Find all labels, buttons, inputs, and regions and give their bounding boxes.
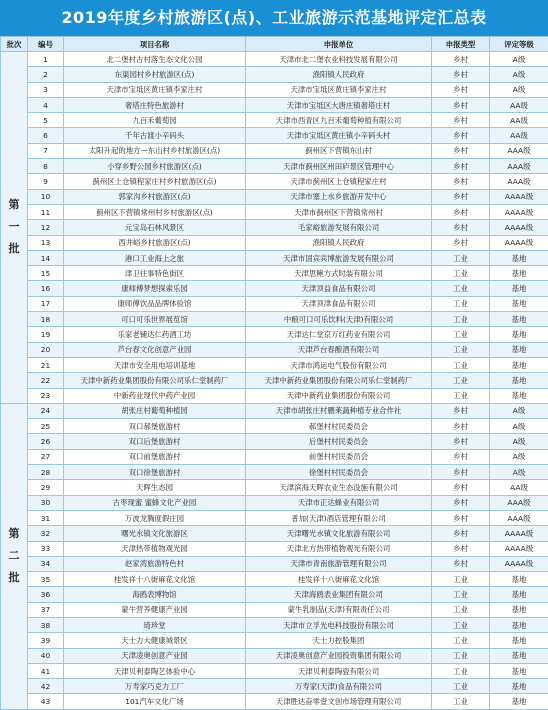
table-row: [1, 97, 548, 112]
project-name: 港口工业海上之旅: [64, 250, 246, 265]
application-type: 乡村: [432, 235, 490, 250]
application-type: 乡村: [432, 220, 490, 235]
applicant: 天津曙光水镇文化旅游有限公司: [246, 526, 432, 541]
table-row: [1, 495, 548, 510]
rating-level: 基地: [490, 694, 548, 709]
project-name: 芦台春文化创意产业园: [64, 342, 246, 357]
application-type: 乡村: [432, 174, 490, 189]
application-type: 乡村: [432, 480, 490, 495]
table-row: [1, 143, 548, 158]
rating-level: 基地: [490, 388, 548, 403]
row-number: 26: [28, 434, 64, 449]
project-name: 可口可乐世界展览馆: [64, 312, 246, 327]
applicant: 天津凌奥创意产业园投资集团有限公司: [246, 648, 432, 663]
rating-level: AAAA级: [490, 220, 548, 235]
application-type: 工业: [432, 312, 490, 327]
project-name: 桂发祥十八街麻花文化馆: [64, 572, 246, 587]
rating-level: 基地: [490, 572, 548, 587]
header-project-name: 项目名称: [64, 37, 246, 52]
row-number: 33: [28, 541, 64, 556]
table-row: [1, 357, 548, 372]
row-number: 43: [28, 694, 64, 709]
rating-level: AA级: [490, 97, 548, 112]
row-number: 16: [28, 281, 64, 296]
project-name: 天津市安全用电培训基地: [64, 357, 246, 372]
table-row: [1, 250, 548, 265]
rating-level: AA级: [490, 113, 548, 128]
row-number: 40: [28, 648, 64, 663]
rating-level: AAA级: [490, 143, 548, 158]
rating-level: AAAA级: [490, 526, 548, 541]
application-type: 工业: [432, 281, 490, 296]
applicant: 天津北方热带植物观光有限公司: [246, 541, 432, 556]
applicant: 天津市宝坻区大唐庄镇奢塔庄村: [246, 97, 432, 112]
project-name: 天津贝利泰陶艺体验中心: [64, 663, 246, 678]
rating-level: 基地: [490, 648, 548, 663]
table-row: [1, 312, 548, 327]
applicant: 天津市青南旅游管理有限公司: [246, 556, 432, 571]
row-number: 37: [28, 602, 64, 617]
rating-level: 基地: [490, 281, 548, 296]
table-row: [1, 113, 548, 128]
row-number: 42: [28, 679, 64, 694]
row-number: 36: [28, 587, 64, 602]
application-type: 乡村: [432, 204, 490, 219]
row-number: 13: [28, 235, 64, 250]
row-number: 23: [28, 388, 64, 403]
rating-level: 基地: [490, 342, 548, 357]
table-row: [1, 449, 548, 464]
application-type: 工业: [432, 373, 490, 388]
table-row: [1, 465, 548, 480]
table-row: [1, 266, 548, 281]
project-name: 西井峪乡村旅游区(点): [64, 235, 246, 250]
row-number: 8: [28, 159, 64, 174]
application-type: 乡村: [432, 128, 490, 143]
application-type: 工业: [432, 296, 490, 311]
row-number: 6: [28, 128, 64, 143]
applicant: 渔阳镇人民政府: [246, 235, 432, 250]
project-name: 海鸥表博物馆: [64, 587, 246, 602]
application-type: 工业: [432, 388, 490, 403]
application-type: 乡村: [432, 495, 490, 510]
application-type: 乡村: [432, 113, 490, 128]
table-row: [1, 434, 548, 449]
row-number: 15: [28, 266, 64, 281]
applicant: 天津市宝坻区黄庄镇小辛码头村: [246, 128, 432, 143]
applicant: 天津市北二堡农业科技发展有限公司: [246, 52, 432, 67]
row-number: 25: [28, 419, 64, 434]
application-type: 工业: [432, 617, 490, 632]
application-type: 乡村: [432, 526, 490, 541]
applicant: 天津中新药业集团股份有限公司: [246, 388, 432, 403]
project-name: 康师傅梦想探索乐园: [64, 281, 246, 296]
rating-level: AAAA级: [490, 204, 548, 219]
applicant: 天津达仁堂京万红药业有限公司: [246, 327, 432, 342]
application-type: 工业: [432, 572, 490, 587]
applicant: 天津市蓟州区州田庐景区管理中心: [246, 159, 432, 174]
applicant: 天津市蓟州区上仓镇程家庄村: [246, 174, 432, 189]
header-level: 评定等级: [490, 37, 548, 52]
applicant: 天津市宝坻区黄庄镇李家庄村: [246, 82, 432, 97]
project-name: 双口徐堡旅游村: [64, 465, 246, 480]
table-row: [1, 220, 548, 235]
rating-level: A级: [490, 449, 548, 464]
project-name: 奢塔庄特色旅游村: [64, 97, 246, 112]
summary-table: [0, 36, 548, 710]
table-row: [1, 526, 548, 541]
application-type: 乡村: [432, 97, 490, 112]
row-number: 17: [28, 296, 64, 311]
application-type: 乡村: [432, 143, 490, 158]
row-number: 19: [28, 327, 64, 342]
rating-level: A级: [490, 403, 548, 418]
applicant: 天津中新药业集团股份有限公司乐仁堂制药厂: [246, 373, 432, 388]
applicant: 天津市塞上水乡旅游开发中心: [246, 189, 432, 204]
table-row: [1, 510, 548, 525]
table-row: [1, 82, 548, 97]
table-row: [1, 327, 548, 342]
project-name: 蓟州区上仓镇程家庄村乡村旅游区(点): [64, 174, 246, 189]
table-row: [1, 663, 548, 678]
row-number: 21: [28, 357, 64, 372]
application-type: 乡村: [432, 403, 490, 418]
row-number: 7: [28, 143, 64, 158]
rating-level: AA级: [490, 128, 548, 143]
application-type: 乡村: [432, 159, 490, 174]
project-name: 101汽车文化广场: [64, 694, 246, 709]
applicant: 蓟州区下营镇东山村: [246, 143, 432, 158]
table-row: [1, 296, 548, 311]
header-applicant: 申报单位: [246, 37, 432, 52]
table-row: [1, 128, 548, 143]
table-row: [1, 388, 548, 403]
table-row: [1, 480, 548, 495]
table-row: [1, 189, 548, 204]
rating-level: AAA级: [490, 159, 548, 174]
application-type: 乡村: [432, 449, 490, 464]
row-number: 5: [28, 113, 64, 128]
application-type: 乡村: [432, 434, 490, 449]
row-number: 10: [28, 189, 64, 204]
rating-level: A级: [490, 82, 548, 97]
table-row: [1, 587, 548, 602]
application-type: 乡村: [432, 419, 490, 434]
table-row: [1, 617, 548, 632]
rating-level: AAA级: [490, 510, 548, 525]
header-type: 申报类型: [432, 37, 490, 52]
project-name: 蒙牛营养健康产业园: [64, 602, 246, 617]
application-type: 乡村: [432, 67, 490, 82]
project-name: 九百禾葡萄园: [64, 113, 246, 128]
applicant: 天津市胡张庄村鹏莱蔬种植专业合作社: [246, 403, 432, 418]
applicant: 天士力控股集团: [246, 633, 432, 648]
row-number: 35: [28, 572, 64, 587]
row-number: 14: [28, 250, 64, 265]
rating-level: AAAA级: [490, 541, 548, 556]
rating-level: 基地: [490, 312, 548, 327]
project-name: 胡张庄村葡萄种植园: [64, 403, 246, 418]
applicant: 蒙牛乳制品(天津)有限责任公司: [246, 602, 432, 617]
row-number: 34: [28, 556, 64, 571]
project-name: 蓟州区下营镇常州村乡村旅游区(点): [64, 204, 246, 219]
application-type: 工业: [432, 663, 490, 678]
batch-label-char: 第: [1, 194, 27, 216]
project-name: 双口后堡旅游村: [64, 434, 246, 449]
application-type: 工业: [432, 602, 490, 617]
table-row: [1, 281, 548, 296]
row-number: 12: [28, 220, 64, 235]
row-number: 22: [28, 373, 64, 388]
row-number: 9: [28, 174, 64, 189]
rating-level: A级: [490, 52, 548, 67]
project-name: 赵家湾旅游特色村: [64, 556, 246, 571]
applicant: 天津海鸥表业集团有限公司: [246, 587, 432, 602]
table-row: [1, 174, 548, 189]
applicant: 郝堡村村民委员会: [246, 419, 432, 434]
row-number: 28: [28, 465, 64, 480]
row-number: 11: [28, 204, 64, 219]
rating-level: 基地: [490, 250, 548, 265]
row-number: 18: [28, 312, 64, 327]
project-name: 古枣现蜜 蜜蜂文化产业园: [64, 495, 246, 510]
applicant: 普加(天津)酒店管理有限公司: [246, 510, 432, 525]
table-row: [1, 602, 548, 617]
project-name: 万波龙腾度假庄园: [64, 510, 246, 525]
applicant: 后堡村村民委员会: [246, 434, 432, 449]
project-name: 元宝岛石林风景区: [64, 220, 246, 235]
application-type: 乡村: [432, 52, 490, 67]
batch-label-char: 批: [1, 238, 27, 260]
project-name: 天津市宝坻区黄庄镇李家庄村: [64, 82, 246, 97]
rating-level: 基地: [490, 602, 548, 617]
application-type: 工业: [432, 587, 490, 602]
table-row: [1, 403, 548, 418]
application-type: 工业: [432, 342, 490, 357]
header-batch: 批次: [1, 37, 28, 52]
rating-level: 基地: [490, 587, 548, 602]
applicant: 毛家峪旅游发展有限公司: [246, 220, 432, 235]
batch-label-char: 二: [1, 545, 27, 567]
application-type: 工业: [432, 327, 490, 342]
application-type: 乡村: [432, 189, 490, 204]
applicant: 天津市西青区九百禾葡萄种植有限公司: [246, 113, 432, 128]
rating-level: 基地: [490, 617, 548, 632]
applicant: 天津市正达蜂业有限公司: [246, 495, 432, 510]
application-type: 工业: [432, 266, 490, 281]
project-name: 天士力大健康城景区: [64, 633, 246, 648]
table-row: [1, 648, 548, 663]
header-row: [1, 37, 548, 52]
applicant: 万寿家(天津)食品有限公司: [246, 679, 432, 694]
applicant: 天津市蓟州区下营镇常州村: [246, 204, 432, 219]
table-row: [1, 419, 548, 434]
applicant: 天津顶津食品有限公司: [246, 296, 432, 311]
row-number: 38: [28, 617, 64, 632]
row-number: 29: [28, 480, 64, 495]
row-number: 3: [28, 82, 64, 97]
project-name: 天津热带植物观光园: [64, 541, 246, 556]
row-number: 30: [28, 495, 64, 510]
batch-label: [1, 52, 28, 404]
project-name: 乐家老铺达仁药酒工坊: [64, 327, 246, 342]
applicant: 天津芦台春酿酒有限公司: [246, 342, 432, 357]
table-row: [1, 633, 548, 648]
table-row: [1, 342, 548, 357]
application-type: 乡村: [432, 510, 490, 525]
batch-label: [1, 403, 28, 709]
rating-level: 基地: [490, 357, 548, 372]
row-number: 31: [28, 510, 64, 525]
application-type: 工业: [432, 679, 490, 694]
application-type: 乡村: [432, 465, 490, 480]
applicant: 中粮可口可乐饮料(天津)有限公司: [246, 312, 432, 327]
table-row: [1, 572, 548, 587]
project-name: 曙光水镇文化旅游区: [64, 526, 246, 541]
rating-level: AAAA级: [490, 235, 548, 250]
rating-level: AAA级: [490, 174, 548, 189]
project-name: 双口郝堡旅游村: [64, 419, 246, 434]
project-name: 郭家沟乡村旅游区(点): [64, 189, 246, 204]
project-name: 津卫往事特色街区: [64, 266, 246, 281]
rating-level: AAAA级: [490, 556, 548, 571]
table-row: [1, 204, 548, 219]
application-type: 乡村: [432, 541, 490, 556]
row-number: 32: [28, 526, 64, 541]
project-name: 太阳升起的地方—东山村乡村旅游区(点): [64, 143, 246, 158]
application-type: 工业: [432, 648, 490, 663]
rating-level: 基地: [490, 266, 548, 281]
project-name: 小穿乡野公园乡村旅游区(点): [64, 159, 246, 174]
project-name: 中新药业现代中药产业园: [64, 388, 246, 403]
rating-level: 基地: [490, 663, 548, 678]
applicant: 桂发祥十八街麻花文化馆: [246, 572, 432, 587]
project-name: 天津中新药业集团股份有限公司乐仁堂制药厂: [64, 373, 246, 388]
applicant: 天津胜达奋零壹文创市场管理有限公司: [246, 694, 432, 709]
applicant: 天津市国宾宾博旅游发展有限公司: [246, 250, 432, 265]
project-name: 康师傅饮品品牌体验馆: [64, 296, 246, 311]
page-title: 2019年度乡村旅游区(点)、工业旅游示范基地评定汇总表: [0, 0, 548, 36]
table-row: [1, 373, 548, 388]
rating-level: AA级: [490, 480, 548, 495]
project-name: 北二堡村古村落生态文化公园: [64, 52, 246, 67]
rating-level: 基地: [490, 679, 548, 694]
rating-level: 基地: [490, 633, 548, 648]
row-number: 41: [28, 663, 64, 678]
rating-level: A级: [490, 465, 548, 480]
project-name: 双口前堡旅游村: [64, 449, 246, 464]
row-number: 24: [28, 403, 64, 418]
application-type: 工业: [432, 357, 490, 372]
applicant: 徐堡村村民委员会: [246, 465, 432, 480]
batch-label-char: 第: [1, 523, 27, 545]
applicant: 前堡村村民委员会: [246, 449, 432, 464]
table-row: [1, 541, 548, 556]
applicant: 渔阳镇人民政府: [246, 67, 432, 82]
project-name: 天晖生态园: [64, 480, 246, 495]
rating-level: A级: [490, 434, 548, 449]
row-number: 20: [28, 342, 64, 357]
table-row: [1, 67, 548, 82]
header-number: 编号: [28, 37, 64, 52]
table-row: [1, 159, 548, 174]
application-type: 乡村: [432, 556, 490, 571]
batch-label-char: 一: [1, 216, 27, 238]
rating-level: AAAA级: [490, 189, 548, 204]
row-number: 4: [28, 97, 64, 112]
application-type: 工业: [432, 694, 490, 709]
applicant: 天津市立孚光电科技股份有限公司: [246, 617, 432, 632]
table-body: [1, 52, 548, 710]
project-name: 琦珍堂: [64, 617, 246, 632]
row-number: 2: [28, 67, 64, 82]
rating-level: A级: [490, 419, 548, 434]
project-name: 东渠园村乡村旅游区(点): [64, 67, 246, 82]
rating-level: 基地: [490, 327, 548, 342]
project-name: 天津凌奥创意产业园: [64, 648, 246, 663]
table-row: [1, 52, 548, 67]
applicant: 天津思鲍方式时装有限公司: [246, 266, 432, 281]
row-number: 27: [28, 449, 64, 464]
project-name: 千年古渡小辛码头: [64, 128, 246, 143]
batch-label-char: 批: [1, 567, 27, 589]
applicant: 天津滨海天晖农业生态设施有限公司: [246, 480, 432, 495]
rating-level: 基地: [490, 373, 548, 388]
table-row: [1, 556, 548, 571]
row-number: 39: [28, 633, 64, 648]
rating-level: AAA级: [490, 495, 548, 510]
application-type: 乡村: [432, 82, 490, 97]
applicant: 天津顶益食品有限公司: [246, 281, 432, 296]
row-number: 1: [28, 52, 64, 67]
application-type: 工业: [432, 633, 490, 648]
table-row: [1, 235, 548, 250]
rating-level: A级: [490, 67, 548, 82]
applicant: 天津市鸿运电气股份有限公司: [246, 357, 432, 372]
rating-level: 基地: [490, 296, 548, 311]
table-row: [1, 679, 548, 694]
application-type: 工业: [432, 250, 490, 265]
applicant: 天津贝利泰陶瓷有限公司: [246, 663, 432, 678]
project-name: 万寿家巧克力工厂: [64, 679, 246, 694]
